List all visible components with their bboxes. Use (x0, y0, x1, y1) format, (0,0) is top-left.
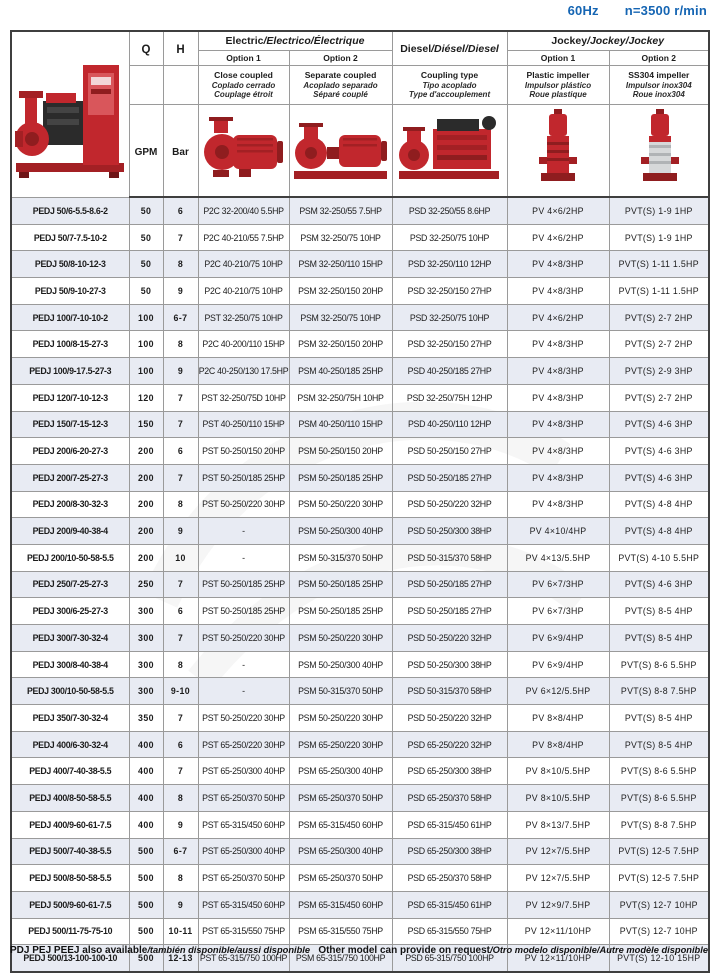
h-header: H (163, 31, 198, 66)
table-row (11, 891, 709, 918)
jockey1-cell: PV 8×10/5.5HP (507, 785, 609, 812)
jockey2-cell: PVT(S) 8-6 5.5HP (609, 758, 709, 785)
h-cell: 7 (163, 464, 198, 491)
separate-cell: PSM 50-250/220 30HP (289, 491, 392, 518)
diesel-cell: PSD 50-250/300 38HP (392, 518, 507, 545)
jockey2-cell: PVT(S) 8-5 4HP (609, 731, 709, 758)
close-cell: PST 65-250/300 40HP (198, 758, 289, 785)
close-cell: P2C 40-200/110 15HP (198, 331, 289, 358)
jockey1-cell: PV 4×6/2HP (507, 197, 609, 224)
q-header: Q (129, 31, 163, 66)
table-row (11, 598, 709, 625)
diesel-cell: PSD 65-250/300 38HP (392, 838, 507, 865)
separate-cell: PSM 50-315/370 50HP (289, 678, 392, 705)
model-cell: PEDJ 200/9-40-38-4 (11, 518, 129, 545)
diesel-cell: PSD 40-250/185 27HP (392, 358, 507, 385)
h-cell: 6 (163, 731, 198, 758)
jockey2-cell: PVT(S) 12-7 10HP (609, 891, 709, 918)
table-row (11, 731, 709, 758)
separate-cell: PSM 32-250/75 10HP (289, 304, 392, 331)
coupling-type-desc: Coupling type Tipo acoplado Type d'accouplement (392, 66, 507, 105)
diesel-pump-image-cell (392, 105, 507, 198)
jockey-group-title: Jockey/Jockey/Jockey (507, 31, 709, 51)
jockey1-cell: PV 6×9/4HP (507, 651, 609, 678)
model-cell: PEDJ 200/10-50-58-5.5 (11, 544, 129, 571)
q-cell: 200 (129, 491, 163, 518)
jockey2-cell: PVT(S) 4-8 4HP (609, 518, 709, 545)
jockey2-cell: PVT(S) 8-5 4HP (609, 625, 709, 652)
q-spacer-cell (129, 66, 163, 105)
jockey1-cell: PV 8×13/7.5HP (507, 811, 609, 838)
h-cell: 6 (163, 438, 198, 465)
table-row (11, 224, 709, 251)
h-cell: 6-7 (163, 838, 198, 865)
jockey2-cell: PVT(S) 8-6 5.5HP (609, 785, 709, 812)
q-cell: 500 (129, 945, 163, 972)
model-cell: PEDJ 500/11-75-75-10 (11, 918, 129, 945)
jockey2-cell: PVT(S) 1-9 1HP (609, 197, 709, 224)
model-cell: PEDJ 300/7-30-32-4 (11, 625, 129, 652)
model-cell: PEDJ 500/9-60-61-7.5 (11, 891, 129, 918)
jockey2-image-cell (609, 105, 709, 198)
h-cell: 8 (163, 251, 198, 278)
table-row (11, 491, 709, 518)
model-cell: PEDJ 300/6-25-27-3 (11, 598, 129, 625)
table-row (11, 705, 709, 732)
model-cell: PEDJ 50/6-5.5-8.6-2 (11, 197, 129, 224)
q-cell: 100 (129, 304, 163, 331)
jockey2-cell: PVT(S) 4-8 4HP (609, 491, 709, 518)
q-cell: 150 (129, 411, 163, 438)
close-cell: PST 32-250/75 10HP (198, 304, 289, 331)
diesel-coupled-pump-image (393, 105, 506, 191)
table-row (11, 678, 709, 705)
separate-cell: PSM 65-315/750 100HP (289, 945, 392, 972)
jockey1-cell: PV 6×7/3HP (507, 598, 609, 625)
close-cell: PST 50-250/220 30HP (198, 491, 289, 518)
h-cell: 8 (163, 331, 198, 358)
q-cell: 300 (129, 625, 163, 652)
jockey1-cell: PV 8×8/4HP (507, 731, 609, 758)
gpm-unit-cell: GPM (129, 105, 163, 198)
model-cell: PEDJ 400/7-40-38-5.5 (11, 758, 129, 785)
separate-cell: PSM 32-250/55 7.5HP (289, 197, 392, 224)
q-cell: 300 (129, 598, 163, 625)
table-row (11, 518, 709, 545)
close-cell: P2C 32-200/40 5.5HP (198, 197, 289, 224)
close-cell: P2C 40-210/75 10HP (198, 278, 289, 305)
frequency-label: 60Hz (567, 3, 599, 18)
diesel-cell: PSD 32-250/150 27HP (392, 331, 507, 358)
table-row (11, 358, 709, 385)
h-cell: 10-11 (163, 918, 198, 945)
q-cell: 50 (129, 251, 163, 278)
diesel-cell: PSD 65-250/300 38HP (392, 758, 507, 785)
close-cell: PST 50-250/185 25HP (198, 598, 289, 625)
h-cell: 9 (163, 811, 198, 838)
close-cell: PST 50-250/220 30HP (198, 625, 289, 652)
separate-cell: PSM 50-315/370 50HP (289, 544, 392, 571)
jockey1-cell: PV 4×6/2HP (507, 304, 609, 331)
q-cell: 350 (129, 705, 163, 732)
close-coupled-image-cell (198, 105, 289, 198)
diesel-cell: PSD 65-315/550 75HP (392, 918, 507, 945)
close-cell: PST 65-250/370 50HP (198, 785, 289, 812)
table-row (11, 758, 709, 785)
q-cell: 250 (129, 571, 163, 598)
jockey1-cell: PV 12×11/10HP (507, 945, 609, 972)
diesel-cell: PSD 50-250/185 27HP (392, 598, 507, 625)
jockey1-cell: PV 4×8/3HP (507, 411, 609, 438)
jockey2-cell: PVT(S) 2-7 2HP (609, 304, 709, 331)
jockey1-cell: PV 12×11/10HP (507, 918, 609, 945)
h-cell: 6 (163, 197, 198, 224)
h-spacer-cell (163, 66, 198, 105)
model-cell: PEDJ 400/9-60-61-7.5 (11, 811, 129, 838)
separate-cell: PSM 32-250/150 20HP (289, 331, 392, 358)
separate-coupled-desc: Separate coupled Acoplado separado Séparé couplé (289, 66, 392, 105)
jockey1-cell: PV 4×8/3HP (507, 384, 609, 411)
h-cell: 8 (163, 491, 198, 518)
electric-option2-label: Option 2 (289, 51, 392, 66)
jockey-option1-label: Option 1 (507, 51, 609, 66)
h-cell: 8 (163, 865, 198, 892)
separate-cell: PSM 65-315/450 60HP (289, 811, 392, 838)
diesel-cell: PSD 65-315/450 61HP (392, 891, 507, 918)
diesel-cell: PSD 50-250/150 27HP (392, 438, 507, 465)
model-cell: PEDJ 250/7-25-27-3 (11, 571, 129, 598)
jockey2-cell: PVT(S) 2-7 2HP (609, 331, 709, 358)
jockey2-cell: PVT(S) 12-5 7.5HP (609, 865, 709, 892)
diesel-cell: PSD 50-315/370 58HP (392, 678, 507, 705)
table-row (11, 278, 709, 305)
diesel-cell: PSD 50-250/220 32HP (392, 705, 507, 732)
model-cell: PEDJ 500/7-40-38-5.5 (11, 838, 129, 865)
model-cell: PEDJ 100/7-10-10-2 (11, 304, 129, 331)
h-cell: 9 (163, 518, 198, 545)
q-cell: 300 (129, 678, 163, 705)
diesel-cell: PSD 32-250/75 10HP (392, 224, 507, 251)
diesel-cell: PSD 40-250/110 12HP (392, 411, 507, 438)
jockey2-cell: PVT(S) 12-10 15HP (609, 945, 709, 972)
jockey1-cell: PV 4×8/3HP (507, 251, 609, 278)
table-row (11, 464, 709, 491)
diesel-cell: PSD 65-250/220 32HP (392, 731, 507, 758)
jockey2-cell: PVT(S) 4-10 5.5HP (609, 544, 709, 571)
diesel-cell: PSD 32-250/55 8.6HP (392, 197, 507, 224)
model-cell: PEDJ 350/7-30-32-4 (11, 705, 129, 732)
diesel-cell: PSD 65-250/370 58HP (392, 785, 507, 812)
h-cell: 7 (163, 384, 198, 411)
model-cell: PEDJ 300/10-50-58-5.5 (11, 678, 129, 705)
jockey2-cell: PVT(S) 12-5 7.5HP (609, 838, 709, 865)
separate-cell: PSM 50-250/185 25HP (289, 598, 392, 625)
separate-cell: PSM 65-250/220 30HP (289, 731, 392, 758)
separate-cell: PSM 32-250/75 10HP (289, 224, 392, 251)
h-cell: 7 (163, 224, 198, 251)
close-cell: PST 50-250/220 30HP (198, 705, 289, 732)
jockey1-cell: PV 4×6/2HP (507, 224, 609, 251)
diesel-cell: PSD 50-250/300 38HP (392, 651, 507, 678)
table-row (11, 438, 709, 465)
diesel-cell: PSD 32-250/110 12HP (392, 251, 507, 278)
q-cell: 100 (129, 358, 163, 385)
model-cell: PEDJ 50/9-10-27-3 (11, 278, 129, 305)
diesel-cell: PSD 65-315/450 61HP (392, 811, 507, 838)
q-cell: 200 (129, 518, 163, 545)
jockey2-cell: PVT(S) 4-6 3HP (609, 571, 709, 598)
close-cell: PST 50-250/185 25HP (198, 571, 289, 598)
h-cell: 7 (163, 411, 198, 438)
separate-coupled-image-cell (289, 105, 392, 198)
close-cell: PST 65-315/450 60HP (198, 891, 289, 918)
diesel-cell: PSD 50-250/185 27HP (392, 464, 507, 491)
table-row (11, 625, 709, 652)
close-cell: PST 65-315/750 100HP (198, 945, 289, 972)
separate-cell: PSM 65-250/300 40HP (289, 838, 392, 865)
diesel-cell: PSD 32-250/75H 12HP (392, 384, 507, 411)
table-row (11, 571, 709, 598)
close-cell: PST 65-315/450 60HP (198, 811, 289, 838)
fire-pump-set-image (13, 35, 127, 189)
diesel-cell: PSD 50-315/370 58HP (392, 544, 507, 571)
close-cell: PST 65-315/550 75HP (198, 918, 289, 945)
table-row (11, 251, 709, 278)
table-row (11, 651, 709, 678)
separate-cell: PSM 50-250/220 30HP (289, 705, 392, 732)
q-cell: 200 (129, 438, 163, 465)
q-cell: 400 (129, 731, 163, 758)
jockey1-image-cell (507, 105, 609, 198)
q-cell: 200 (129, 544, 163, 571)
separate-cell: PSM 50-250/220 30HP (289, 625, 392, 652)
diesel-cell: PSD 65-250/370 58HP (392, 865, 507, 892)
table-row (11, 331, 709, 358)
close-cell: PST 40-250/110 15HP (198, 411, 289, 438)
close-cell: - (198, 518, 289, 545)
ss304-impeller-desc: SS304 impeller Impulsor inox304 Roue inox304 (609, 66, 709, 105)
plastic-impeller-jockey-pump-image (508, 105, 608, 191)
close-cell: P2C 40-210/75 10HP (198, 251, 289, 278)
close-cell: - (198, 544, 289, 571)
model-cell: PEDJ 200/6-20-27-3 (11, 438, 129, 465)
h-cell: 7 (163, 705, 198, 732)
jockey2-cell: PVT(S) 1-9 1HP (609, 224, 709, 251)
h-cell: 10 (163, 544, 198, 571)
pump-spec-table (10, 30, 710, 973)
electric-option1-label: Option 1 (198, 51, 289, 66)
model-cell: PEDJ 500/13-100-100-10 (11, 945, 129, 972)
q-cell: 400 (129, 811, 163, 838)
q-cell: 500 (129, 891, 163, 918)
h-cell: 9 (163, 891, 198, 918)
h-cell: 7 (163, 758, 198, 785)
diesel-group-title: Diesel/Diésel/Diesel (392, 31, 507, 66)
diesel-cell: PSD 50-250/220 32HP (392, 491, 507, 518)
table-row (11, 838, 709, 865)
close-cell: PST 50-250/185 25HP (198, 464, 289, 491)
jockey1-cell: PV 6×12/5.5HP (507, 678, 609, 705)
model-cell: PEDJ 120/7-10-12-3 (11, 384, 129, 411)
jockey2-cell: PVT(S) 8-8 7.5HP (609, 678, 709, 705)
speed-label: n=3500 r/min (624, 3, 707, 18)
jockey1-cell: PV 12×7/5.5HP (507, 838, 609, 865)
model-cell: PEDJ 150/7-15-12-3 (11, 411, 129, 438)
h-cell: 6 (163, 598, 198, 625)
jockey1-cell: PV 4×8/3HP (507, 358, 609, 385)
close-cell: PST 50-250/150 20HP (198, 438, 289, 465)
table-row (11, 384, 709, 411)
jockey-option2-label: Option 2 (609, 51, 709, 66)
separate-cell: PSM 50-250/185 25HP (289, 464, 392, 491)
close-cell: PST 65-250/300 40HP (198, 838, 289, 865)
h-cell: 6-7 (163, 304, 198, 331)
table-row (11, 785, 709, 812)
separate-cell: PSM 32-250/75H 10HP (289, 384, 392, 411)
q-cell: 50 (129, 197, 163, 224)
jockey1-cell: PV 8×10/5.5HP (507, 758, 609, 785)
separate-cell: PSM 65-250/370 50HP (289, 785, 392, 812)
separate-cell: PSM 65-315/450 60HP (289, 891, 392, 918)
model-cell: PEDJ 400/8-50-58-5.5 (11, 785, 129, 812)
model-cell: PEDJ 50/7-7.5-10-2 (11, 224, 129, 251)
h-cell: 9-10 (163, 678, 198, 705)
separate-cell: PSM 50-250/185 25HP (289, 571, 392, 598)
jockey1-cell: PV 8×8/4HP (507, 705, 609, 732)
jockey1-cell: PV 6×7/3HP (507, 571, 609, 598)
separate-cell: PSM 65-250/300 40HP (289, 758, 392, 785)
close-coupled-desc: Close coupled Coplado cerrado Couplage étroit (198, 66, 289, 105)
jockey2-cell: PVT(S) 8-5 4HP (609, 598, 709, 625)
q-cell: 400 (129, 785, 163, 812)
footer-left-note: PDJ PEJ PEEJ also available/también disponible/aussi disponible (10, 945, 311, 956)
footer-right-note: Other model can provide on request/Otro modelo disponible/Autre modèle disponible (318, 945, 708, 956)
table-row (11, 544, 709, 571)
q-cell: 50 (129, 224, 163, 251)
h-cell: 12-13 (163, 945, 198, 972)
jockey2-cell: PVT(S) 1-11 1.5HP (609, 251, 709, 278)
jockey1-cell: PV 6×9/4HP (507, 625, 609, 652)
model-cell: PEDJ 200/7-25-27-3 (11, 464, 129, 491)
jockey2-cell: PVT(S) 8-8 7.5HP (609, 811, 709, 838)
jockey1-cell: PV 4×8/3HP (507, 278, 609, 305)
separate-cell: PSM 50-250/150 20HP (289, 438, 392, 465)
table-row (11, 811, 709, 838)
q-cell: 500 (129, 865, 163, 892)
frequency-speed-bar (568, 3, 707, 18)
diesel-cell: PSD 65-315/750 100HP (392, 945, 507, 972)
table-row (11, 197, 709, 224)
close-cell: P2C 40-210/55 7.5HP (198, 224, 289, 251)
main-product-image-cell (11, 31, 129, 197)
h-cell: 7 (163, 625, 198, 652)
diesel-cell: PSD 32-250/150 27HP (392, 278, 507, 305)
jockey1-cell: PV 4×8/3HP (507, 464, 609, 491)
jockey1-cell: PV 4×10/4HP (507, 518, 609, 545)
close-cell: - (198, 678, 289, 705)
separate-cell: PSM 50-250/300 40HP (289, 651, 392, 678)
jockey2-cell: PVT(S) 4-6 3HP (609, 464, 709, 491)
h-cell: 8 (163, 651, 198, 678)
separate-cell: PSM 40-250/110 15HP (289, 411, 392, 438)
close-cell: P2C 40-250/130 17.5HP (198, 358, 289, 385)
close-cell: PST 65-250/220 30HP (198, 731, 289, 758)
q-cell: 300 (129, 651, 163, 678)
q-cell: 500 (129, 918, 163, 945)
separate-cell: PSM 40-250/185 25HP (289, 358, 392, 385)
model-cell: PEDJ 100/9-17.5-27-3 (11, 358, 129, 385)
diesel-cell: PSD 32-250/75 10HP (392, 304, 507, 331)
diesel-cell: PSD 50-250/185 27HP (392, 571, 507, 598)
separate-cell: PSM 65-250/370 50HP (289, 865, 392, 892)
jockey1-cell: PV 12×9/7.5HP (507, 891, 609, 918)
jockey2-cell: PVT(S) 12-7 10HP (609, 918, 709, 945)
q-cell: 500 (129, 838, 163, 865)
jockey2-cell: PVT(S) 4-6 3HP (609, 438, 709, 465)
q-cell: 120 (129, 384, 163, 411)
model-cell: PEDJ 200/8-30-32-3 (11, 491, 129, 518)
separate-cell: PSM 65-315/550 75HP (289, 918, 392, 945)
table-row (11, 304, 709, 331)
h-cell: 9 (163, 278, 198, 305)
q-cell: 400 (129, 758, 163, 785)
jockey1-cell: PV 4×8/3HP (507, 438, 609, 465)
h-cell: 7 (163, 571, 198, 598)
close-cell: PST 32-250/75D 10HP (198, 384, 289, 411)
jockey2-cell: PVT(S) 4-6 3HP (609, 411, 709, 438)
footer (10, 940, 708, 958)
separate-cell: PSM 50-250/300 40HP (289, 518, 392, 545)
bar-unit-cell: Bar (163, 105, 198, 198)
table-row (11, 411, 709, 438)
table-row (11, 865, 709, 892)
spec-rows (11, 197, 709, 972)
model-cell: PEDJ 100/8-15-27-3 (11, 331, 129, 358)
separate-cell: PSM 32-250/110 15HP (289, 251, 392, 278)
q-cell: 50 (129, 278, 163, 305)
jockey1-cell: PV 4×13/5.5HP (507, 544, 609, 571)
close-cell: - (198, 651, 289, 678)
jockey2-cell: PVT(S) 1-11 1.5HP (609, 278, 709, 305)
jockey2-cell: PVT(S) 2-9 3HP (609, 358, 709, 385)
separate-cell: PSM 32-250/150 20HP (289, 278, 392, 305)
close-coupled-pump-image (199, 105, 288, 191)
separate-coupled-pump-image (290, 105, 391, 191)
model-cell: PEDJ 50/8-10-12-3 (11, 251, 129, 278)
jockey2-cell: PVT(S) 2-7 2HP (609, 384, 709, 411)
jockey1-cell: PV 4×8/3HP (507, 491, 609, 518)
h-cell: 9 (163, 358, 198, 385)
model-cell: PEDJ 400/6-30-32-4 (11, 731, 129, 758)
close-cell: PST 65-250/370 50HP (198, 865, 289, 892)
jockey1-cell: PV 12×7/5.5HP (507, 865, 609, 892)
jockey2-cell: PVT(S) 8-5 4HP (609, 705, 709, 732)
q-cell: 200 (129, 464, 163, 491)
plastic-impeller-desc: Plastic impeller Impulsor plástico Roue plastique (507, 66, 609, 105)
jockey2-cell: PVT(S) 8-6 5.5HP (609, 651, 709, 678)
h-cell: 8 (163, 785, 198, 812)
model-cell: PEDJ 500/8-50-58-5.5 (11, 865, 129, 892)
q-cell: 100 (129, 331, 163, 358)
model-cell: PEDJ 300/8-40-38-4 (11, 651, 129, 678)
jockey1-cell: PV 4×8/3HP (507, 331, 609, 358)
ss304-impeller-jockey-pump-image (610, 105, 710, 191)
diesel-cell: PSD 50-250/220 32HP (392, 625, 507, 652)
electric-group-title: Electric/Electrico/Électrique (198, 31, 392, 51)
